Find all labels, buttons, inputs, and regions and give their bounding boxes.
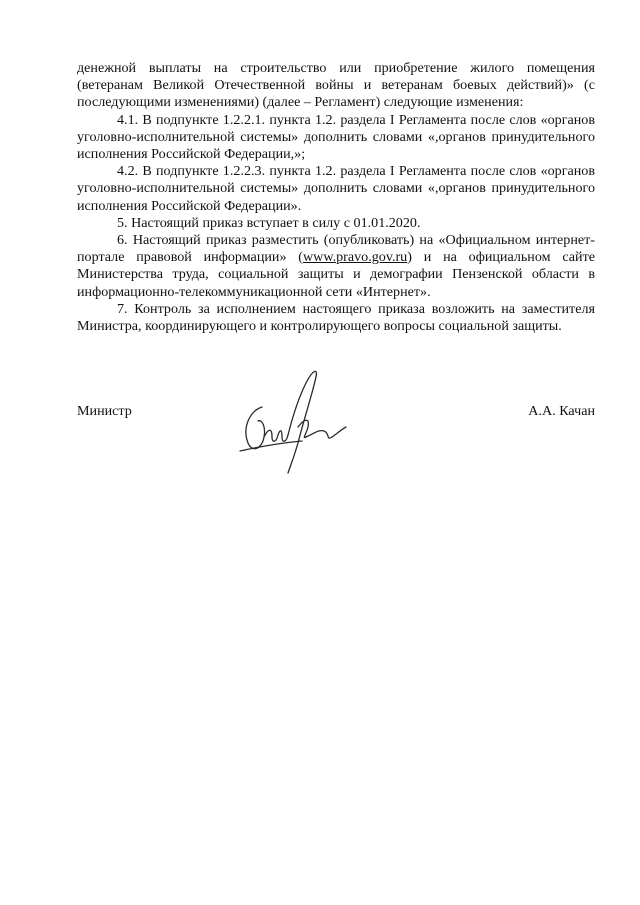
signature-stroke-4 [298,420,346,438]
paragraph-6 [77,232,595,301]
paragraph-7: 7. Контроль за исполнением настоящего приказа возложить на заместителя Министра, координирующего и контролирующего вопросы социальной защиты. [77,300,595,335]
signature-stroke-2 [264,430,288,441]
position-title: Министр [77,403,132,419]
paragraph-6-before: 6. Настоящий приказ разместить (опубликовать) на «Официальном интернет-портале правовой информации» ( [77,232,595,266]
paragraph-4-1: 4.1. В подпункте 1.2.2.1. пункта 1.2. раздела I Регламента после слов «органов уголовно-исполнительной системы» дополнить словами «,органов принудительного исполнения Российской Федерации,»; [77,111,595,163]
signatory-name: А.А. Качан [528,403,595,419]
document-body [77,60,595,335]
paragraph-intro: денежной выплаты на строительство или приобретение жилого помещения (ветеранам Великой Отечественной войны и ветеранам боевых действий)» (с последующими изменениями) (далее – Регламент) следующие изменения: [77,60,595,111]
paragraph-6-after: ) и на официальном сайте Министерства труда, социальной защиты и демографии Пензенской области в информационно-телекоммуникационной сети «Интернет». [77,249,595,300]
paragraph-5: 5. Настоящий приказ вступает в силу с 01.01.2020. [117,214,421,231]
paragraph-4-2: 4.2. В подпункте 1.2.2.3. пункта 1.2. раздела I Регламента после слов «органов уголовно-исполнительной системы» дополнить словами «,органов принудительного исполнения Российской Федерации». [77,163,595,214]
signature-stroke-1 [246,407,265,449]
handwritten-signature [228,363,358,475]
pravo-link[interactable]: www.pravo.gov.ru [302,249,408,266]
